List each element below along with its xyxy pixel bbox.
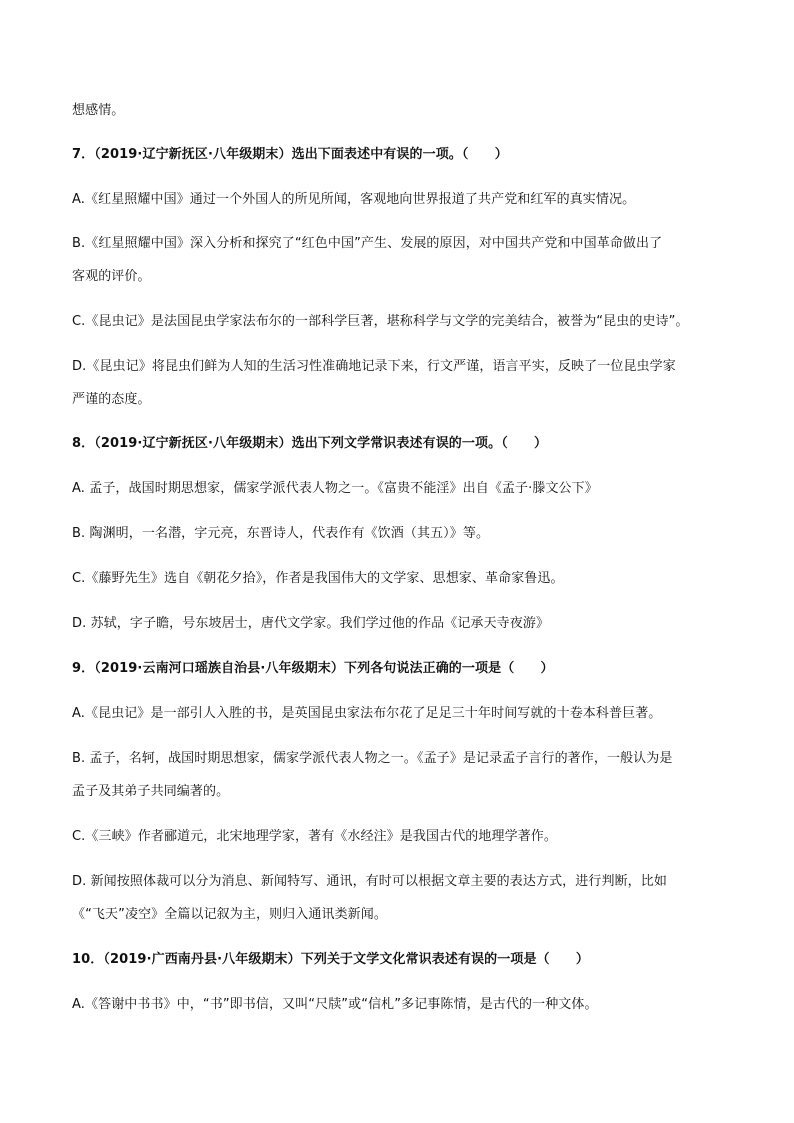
option-line: B. 孟子，名轲，战国时期思想家，儒家学派代表人物之一。《孟子》是记录孟子言行的著作，一般认为是 [72,751,673,766]
option-line: C.《昆虫记》是法国昆虫学家法布尔的一部科学巨著，堪称科学与文学的完美结合，被誉为“昆虫的史诗”。 [72,314,689,329]
question-heading-8: 8．（2019·辽宁新抚区·八年级期末）选出下列文学常识表述有误的一项。（ ） [72,436,548,451]
question-heading-7: 7．（2019·辽宁新抚区·八年级期末）选出下面表述中有误的一项。（ ） [72,147,508,162]
option-line: A. 孟子，战国时期思想家，儒家学派代表人物之一。《富贵不能淫》出自《孟子·滕文公下》 [72,481,598,496]
question-heading-9: 9．（2019·云南河口瑶族自治县·八年级期末）下列各句说法正确的一项是（ ） [72,661,554,676]
option-line: A.《昆虫记》是一部引人入胜的书，是英国昆虫家法布尔花了足足三十年时间写就的十卷本科普巨著。 [72,706,662,721]
option-line: D. 苏轼，字子瞻，号东坡居士，唐代文学家。我们学过他的作品《记承天寺夜游》 [72,616,550,631]
option-line: A.《答谢中书书》中，“书”即书信，又叫“尺牍”或“信札”多记事陈情，是古代的一种文体。 [72,997,598,1012]
option-line: B. 陶渊明，一名潜，字元亮，东晋诗人，代表作有《饮酒（其五）》等。 [72,526,490,541]
text-line: 孟子及其弟子共同编著的。 [72,784,230,799]
question-heading-10: 10．（2019·广西南丹县·八年级期末）下列关于文学文化常识表述有误的一项是（ ） [72,952,589,967]
text-line: 想感情。 [72,103,125,118]
option-line: D.《昆虫记》将昆虫们鲜为人知的生活习性准确地记录下来，行文严谨，语言平实，反映了一位昆虫学家 [72,359,676,374]
option-line: D. 新闻按照体裁可以分为消息、新闻特写、通讯，有时可以根据文章主要的表达方式，进行判断，比如 [72,874,667,889]
text-line: 客观的评价。 [72,269,151,284]
option-line: C.《三峡》作者郦道元，北宋地理学家，著有《水经注》是我国古代的地理学著作。 [72,829,558,844]
text-line: 严谨的态度。 [72,392,151,407]
text-line: 《“飞天”凌空》全篇以记叙为主，则归入通讯类新闻。 [72,907,387,922]
option-line: A.《红星照耀中国》通过一个外国人的所见所闻，客观地向世界报道了共产党和红军的真实情况。 [72,192,636,207]
option-line: B.《红星照耀中国》深入分析和探究了“红色中国”产生、发展的原因，对中国共产党和中国革命做出了 [72,236,663,251]
option-line: C.《藤野先生》选自《朝花夕拾》，作者是我国伟大的文学家、思想家、革命家鲁迅。 [72,571,564,586]
